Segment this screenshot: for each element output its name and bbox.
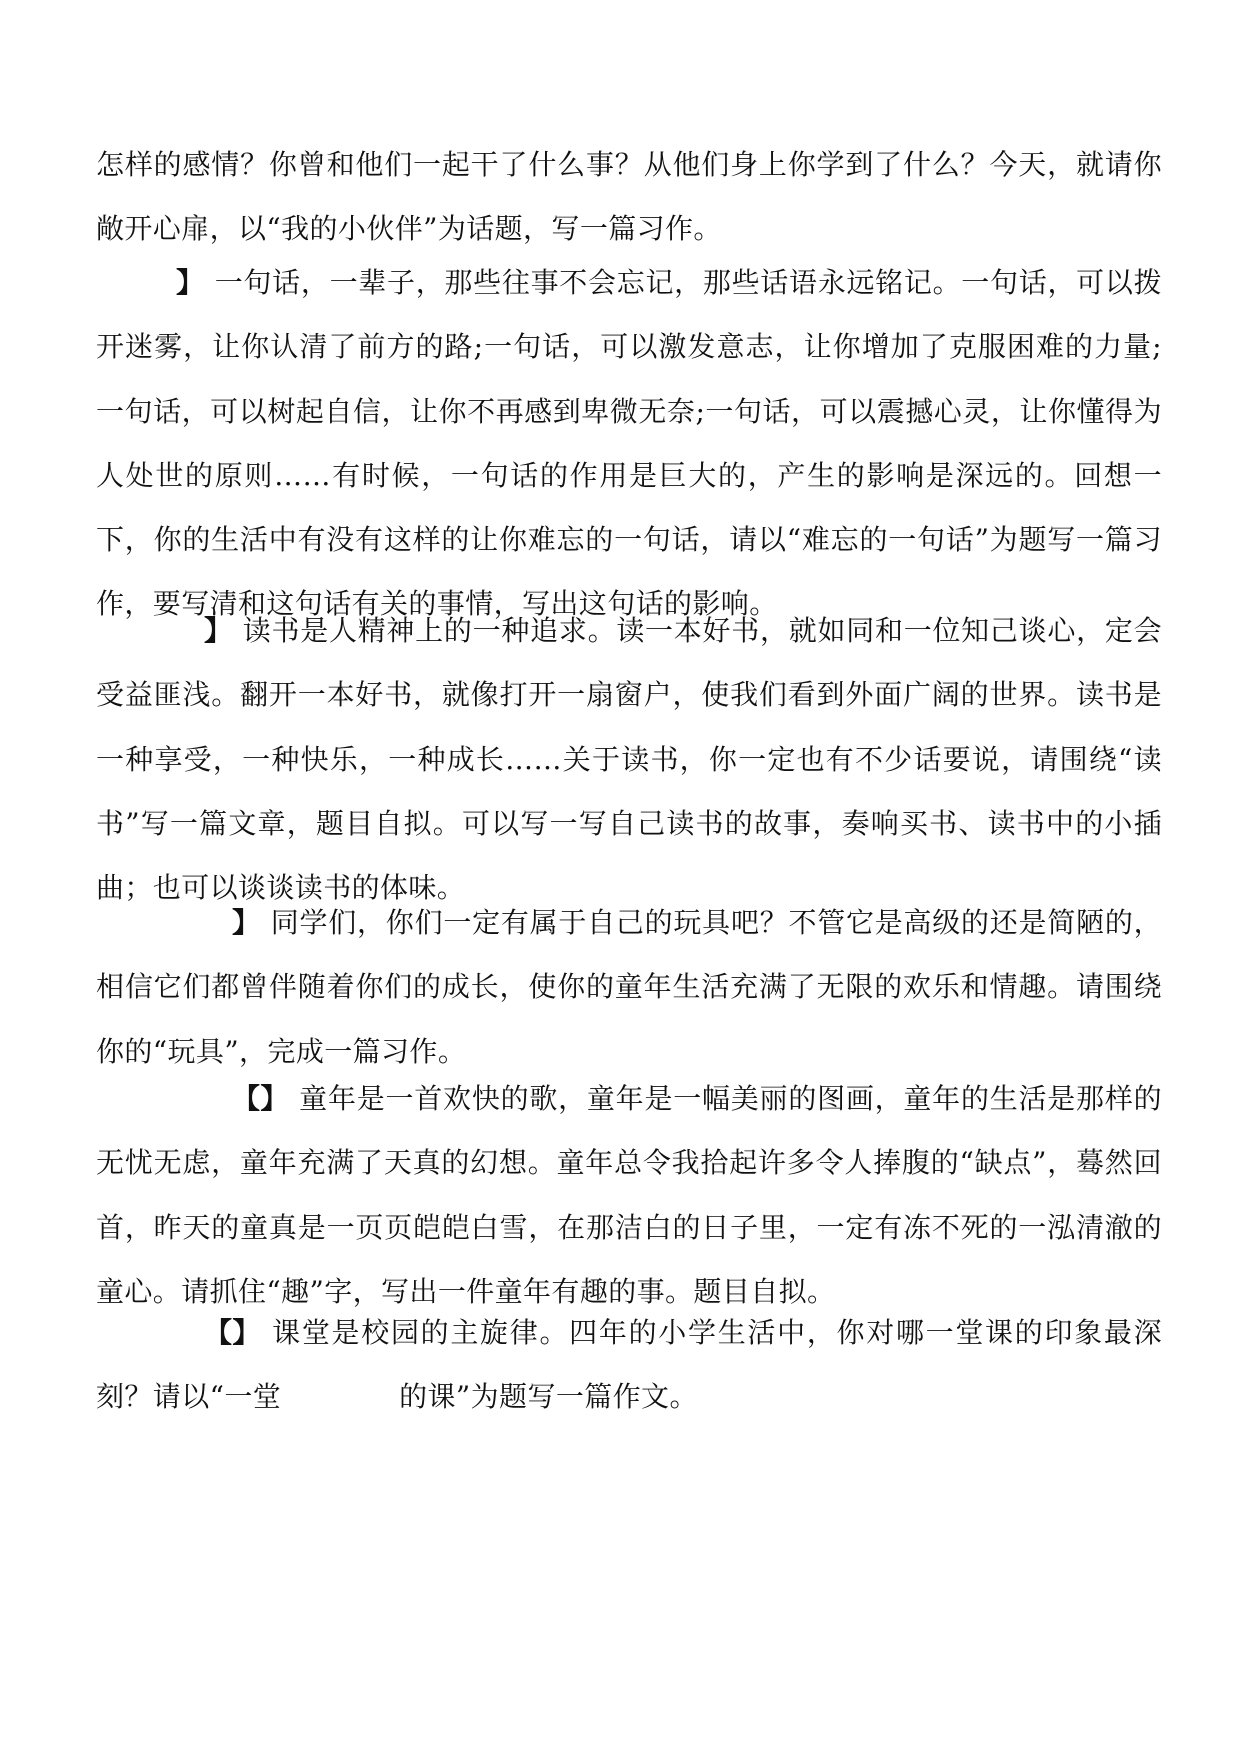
paragraph-3-text: 读书是人精神上的一种追求。读一本好书，就如同和一位知己谈心，定会受益匪浅。翻开一本好书，就像打开一扇窗户，使我们看到外面广阔的世界。读书是一种享受，一种快乐，一种成长……关于读书，你一定也有不少话要说，请围绕“读书”写一篇文章，题目自拟。可以写一写自己读书的故事，奏响买书、读书中的小插曲；也可以谈谈读书的体味。 (96, 614, 1162, 905)
paragraph-6-marker: 【】 (204, 1316, 261, 1349)
paragraph-6-text-before-blank: 课堂是校园的主旋律。四年的小学生活中，你对哪一堂课的印象最深刻？请以“一堂 (96, 1316, 1162, 1414)
paragraph-1 (96, 133, 1162, 262)
paragraph-4 (96, 891, 1162, 1084)
paragraph-1-text: 怎样的感情？你曾和他们一起干了什么事？从他们身上你学到了什么？今天，就请你敞开心扉，以“我的小伙伴”为话题，写一篇习作。 (96, 148, 1162, 246)
paragraph-4-text: 同学们，你们一定有属于自己的玩具吧？不管它是高级的还是简陋的，相信它们都曾伴随着你们的成长，使你的童年生活充满了无限的欢乐和情趣。请围绕你的“玩具”，完成一篇习作。 (96, 906, 1162, 1068)
paragraph-2 (96, 251, 1162, 637)
paragraph-3 (96, 599, 1162, 920)
paragraph-5 (96, 1067, 1162, 1324)
paragraph-6-text-after-blank: 的课”为题写一篇作文。 (399, 1380, 698, 1414)
paragraph-3-marker: 】 (204, 614, 233, 647)
paragraph-5-marker: 【】 (232, 1082, 289, 1115)
paragraph-6 (96, 1301, 1162, 1430)
paragraph-5-text: 童年是一首欢快的歌，童年是一幅美丽的图画，童年的生活是那样的无忧无虑，童年充满了天真的幻想。童年总令我拾起许多令人捧腹的“缺点”，蓦然回首，昨天的童真是一页页皑皑白雪，在那洁白的日子里，一定有冻不死的一泓清澈的童心。请抓住“趣”字，写出一件童年有趣的事。题目自拟。 (96, 1082, 1162, 1308)
paragraph-4-marker: 】 (232, 906, 261, 939)
paragraph-2-text: 一句话，一辈子，那些往事不会忘记，那些话语永远铭记。一句话，可以拨开迷雾，让你认清了前方的路;一句话，可以激发意志，让你增加了克服困难的力量;一句话，可以树起自信，让你不再感到卑微无奈;一句话，可以震撼心灵，让你懂得为人处世的原则……有时候，一句话的作用是巨大的，产生的影响是深远的。回想一下，你的生活中有没有这样的让你难忘的一句话，请以“难忘的一句话”为题写一篇习作，要写清和这句话有关的事情，写出这句话的影响。 (96, 266, 1162, 621)
paragraph-2-marker: 】 (176, 266, 205, 299)
